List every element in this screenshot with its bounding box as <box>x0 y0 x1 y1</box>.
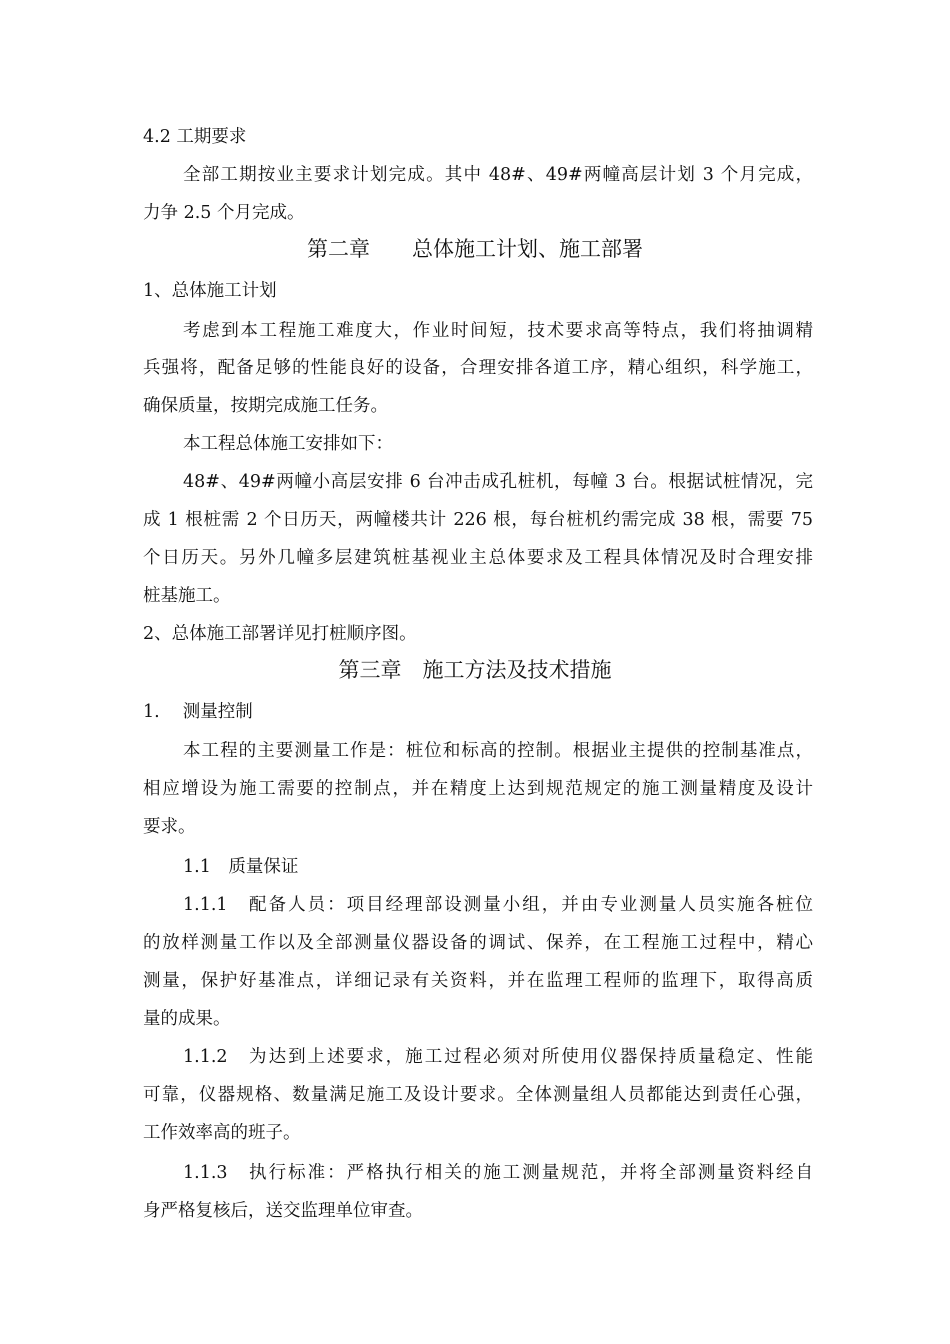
paragraph-line: 工作效率高的班子。 <box>143 1123 301 1143</box>
paragraph-line: 本工程的主要测量工作是：桩位和标高的控制。根据业主提供的控制基准点， <box>183 741 813 761</box>
section-heading-deployment: 2、总体施工部署详见打桩顺序图。 <box>143 624 417 644</box>
chapter-title-2: 第二章 总体施工计划、施工部署 <box>307 237 643 261</box>
paragraph-line: 身严格复核后，送交监理单位审查。 <box>143 1201 423 1221</box>
paragraph-line: 的放样测量工作以及全部测量仪器设备的调试、保养，在工程施工过程中，精心 <box>143 933 813 953</box>
paragraph-line: 全部工期按业主要求计划完成。其中 48#、49#两幢高层计划 3 个月完成， <box>183 165 813 185</box>
paragraph-line: 桩基施工。 <box>143 586 231 606</box>
paragraph-line: 力争 2.5 个月完成。 <box>143 203 305 223</box>
section-heading-survey-control: 1. 测量控制 <box>143 702 253 722</box>
paragraph-line: 考虑到本工程施工难度大，作业时间短，技术要求高等特点，我们将抽调精 <box>183 321 813 341</box>
chapter-title-3: 第三章 施工方法及技术措施 <box>338 658 612 682</box>
paragraph-line: 1.1.2 为达到上述要求，施工过程必须对所使用仪器保持质量稳定、性能 <box>183 1047 813 1067</box>
section-heading-total-plan: 1、总体施工计划 <box>143 281 277 301</box>
subsection-heading-quality: 1.1 质量保证 <box>183 857 299 877</box>
paragraph-line: 个日历天。另外几幢多层建筑桩基视业主总体要求及工程具体情况及时合理安排 <box>143 548 813 568</box>
paragraph-line: 本工程总体施工安排如下： <box>183 434 393 454</box>
paragraph-line: 兵强将，配备足够的性能良好的设备，合理安排各道工序，精心组织，科学施工， <box>143 358 813 378</box>
paragraph-line: 1.1.3 执行标准：严格执行相关的施工测量规范，并将全部测量资料经自 <box>183 1163 813 1183</box>
section-heading-4-2: 4.2 工期要求 <box>143 127 247 147</box>
paragraph-line: 1.1.1 配备人员：项目经理部设测量小组，并由专业测量人员实施各桩位 <box>183 895 813 915</box>
paragraph-line: 48#、49#两幢小高层安排 6 台冲击成孔桩机，每幢 3 台。根据试桩情况，完 <box>183 472 813 492</box>
paragraph-line: 可靠，仪器规格、数量满足施工及设计要求。全体测量组人员都能达到责任心强， <box>143 1085 813 1105</box>
paragraph-line: 要求。 <box>143 817 196 837</box>
paragraph-line: 相应增设为施工需要的控制点，并在精度上达到规范规定的施工测量精度及设计 <box>143 779 813 799</box>
paragraph-line: 量的成果。 <box>143 1009 231 1029</box>
paragraph-line: 测量，保护好基准点，详细记录有关资料，并在监理工程师的监理下，取得高质 <box>143 971 813 991</box>
paragraph-line: 成 1 根桩需 2 个日历天，两幢楼共计 226 根，每台桩机约需完成 38 根，需要 75 <box>143 510 813 530</box>
paragraph-line: 确保质量，按期完成施工任务。 <box>143 396 388 416</box>
